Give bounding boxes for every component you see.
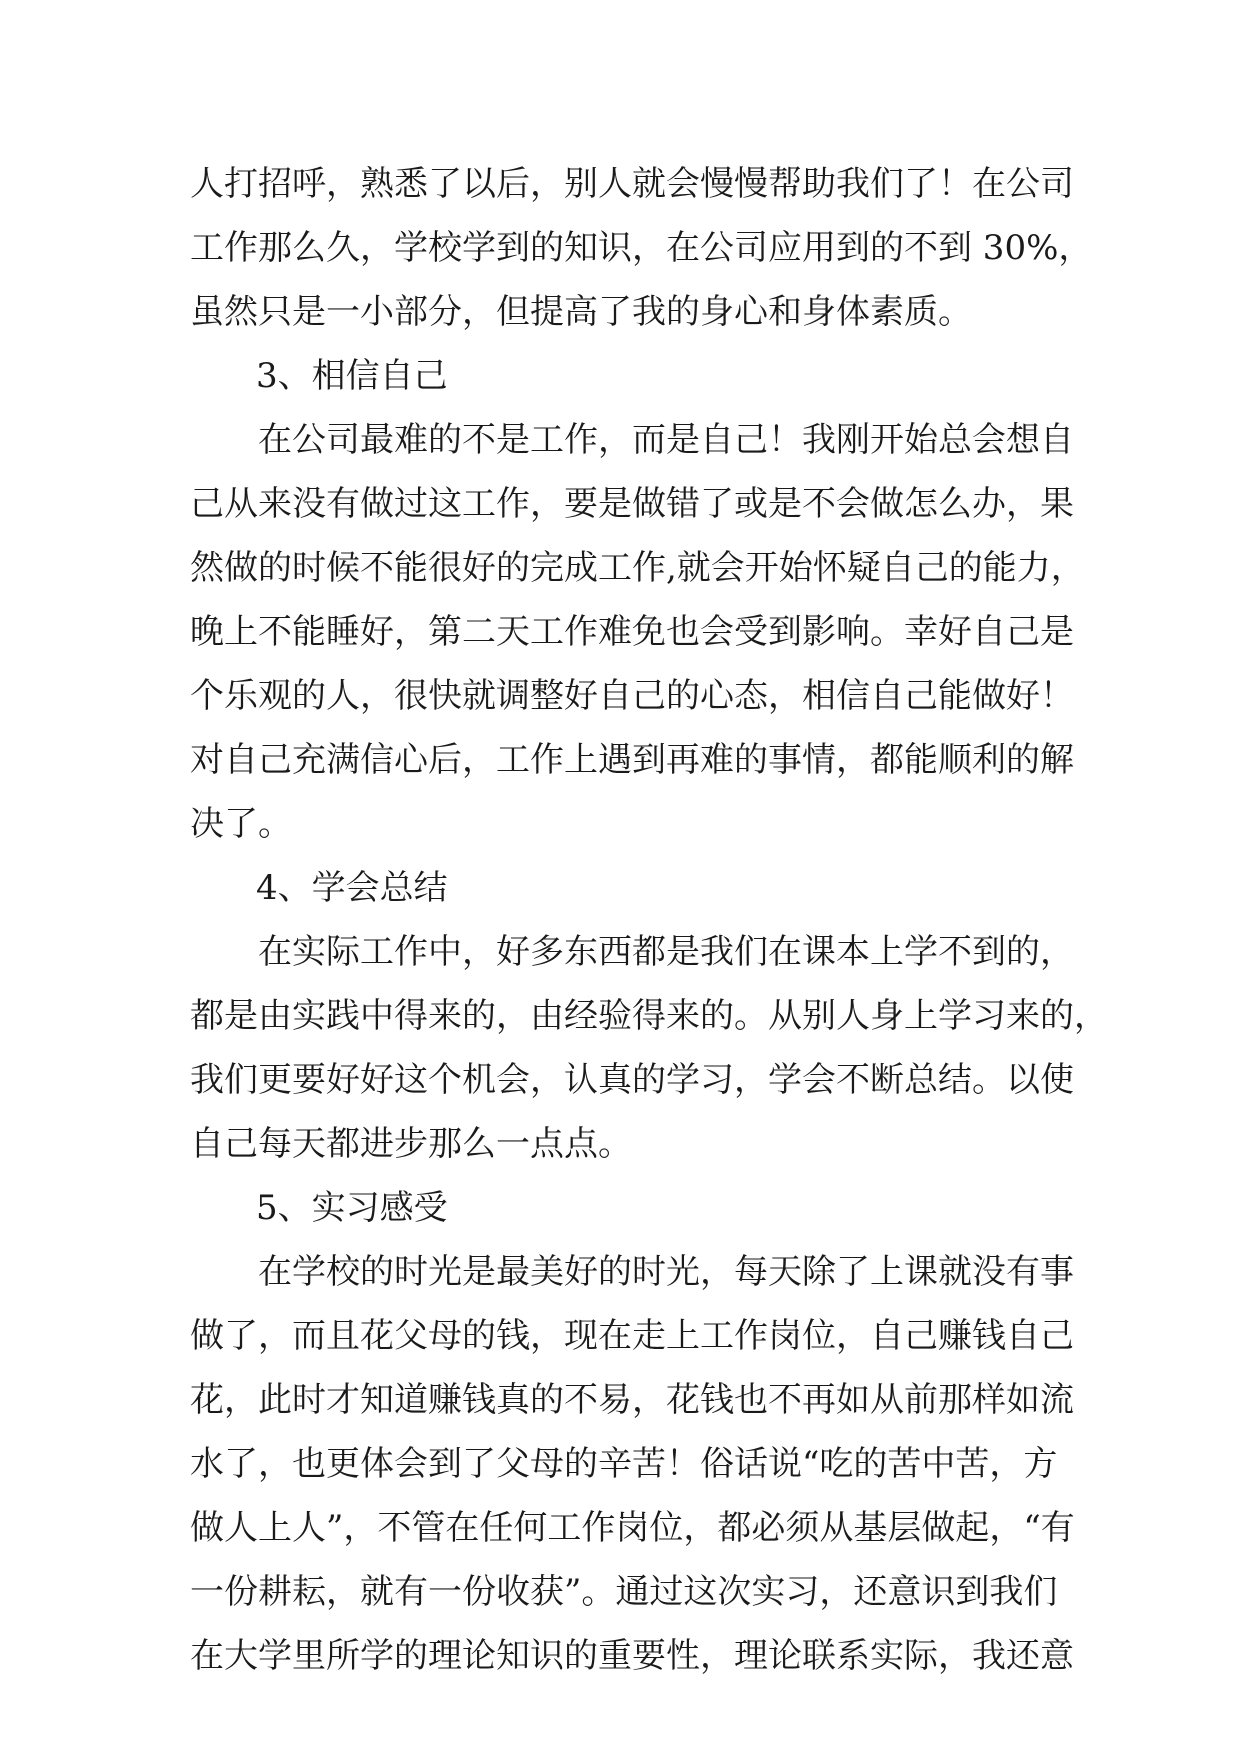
text-line: 花，此时才知道赚钱真的不易，花钱也不再如从前那样如流 <box>190 1380 1074 1420</box>
text-line: 工作那么久，学校学到的知识，在公司应用到的不到 30%， <box>190 228 1093 268</box>
section-heading: 4、学会总结 <box>256 868 448 908</box>
text-line: 做了，而且花父母的钱，现在走上工作岗位，自己赚钱自己 <box>190 1316 1074 1356</box>
text-line: 个乐观的人，很快就调整好自己的心态，相信自己能做好！ <box>190 676 1074 716</box>
text-line: 都是由实践中得来的，由经验得来的。从别人身上学习来的， <box>190 996 1108 1036</box>
paragraph-first-line: 在学校的时光是最美好的时光，每天除了上课就没有事 <box>258 1252 1074 1292</box>
text-line: 己从来没有做过这工作，要是做错了或是不会做怎么办，果 <box>190 484 1074 524</box>
text-line: 对自己充满信心后，工作上遇到再难的事情，都能顺利的解 <box>190 740 1074 780</box>
text-line: 然做的时候不能很好的完成工作,就会开始怀疑自己的能力， <box>190 548 1085 588</box>
text-line: 自己每天都进步那么一点点。 <box>190 1124 632 1164</box>
paragraph-first-line: 在公司最难的不是工作，而是自己！我刚开始总会想自 <box>258 420 1074 460</box>
text-line: 水了，也更体会到了父母的辛苦！俗话说“吃的苦中苦，方 <box>190 1444 1058 1484</box>
text-line: 人打招呼，熟悉了以后，别人就会慢慢帮助我们了！在公司 <box>190 164 1074 204</box>
section-heading: 5、实习感受 <box>256 1188 448 1228</box>
text-line: 我们更要好好这个机会，认真的学习，学会不断总结。以使 <box>190 1060 1074 1100</box>
text-line: 虽然只是一小部分，但提高了我的身心和身体素质。 <box>190 292 972 332</box>
text-line: 晚上不能睡好，第二天工作难免也会受到影响。幸好自己是 <box>190 612 1074 652</box>
paragraph-first-line: 在实际工作中，好多东西都是我们在课本上学不到的， <box>258 932 1074 972</box>
text-line: 做人上人”，不管在任何工作岗位，都必须从基层做起，“有 <box>190 1508 1075 1548</box>
text-line: 在大学里所学的理论知识的重要性，理论联系实际，我还意 <box>190 1636 1074 1676</box>
text-line: 决了。 <box>190 804 292 844</box>
section-heading: 3、相信自己 <box>256 356 448 396</box>
text-line: 一份耕耘，就有一份收获”。通过这次实习，还意识到我们 <box>190 1572 1058 1612</box>
document-body <box>190 152 1108 1688</box>
